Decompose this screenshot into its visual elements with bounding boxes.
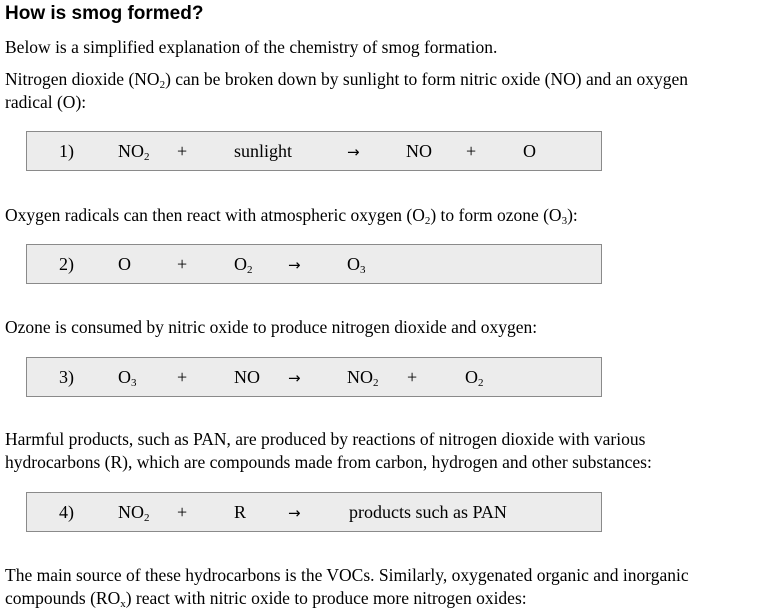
paragraph-3: Ozone is consumed by nitric oxide to produce nitrogen dioxide and oxygen: <box>5 317 538 337</box>
plus-sign: + <box>177 254 188 274</box>
paragraph-5-line-1: The main source of these hydrocarbons is the VOCs. Similarly, oxygenated organic and inorganic <box>5 565 689 585</box>
product-2: O <box>523 141 536 161</box>
reactant-2: $O_2$ <box>234 254 253 276</box>
paragraph-4-line-2: hydrocarbons (R), which are compounds made from carbon, hydrogen and other substances: <box>5 452 652 472</box>
plus-sign: + <box>177 141 188 161</box>
product-1: $NO_2$ <box>347 367 379 389</box>
equation-number: 2) <box>59 254 74 274</box>
equation-4 <box>26 492 602 532</box>
paragraph-1 <box>5 68 688 114</box>
product-1: NO <box>406 141 432 161</box>
reactant-2: R <box>234 502 247 522</box>
intro-text: Below is a simplified explanation of the chemistry of smog formation. <box>5 37 498 57</box>
paragraph-5-line-2: compounds $(RO_x)$ react with nitric oxide to produce more nitrogen oxides: <box>5 588 527 610</box>
reactant-2: NO <box>234 367 260 387</box>
reactant-1: $NO_2$ <box>118 141 150 163</box>
equation-number: 1) <box>59 141 74 161</box>
paragraph-4-line-1: Harmful products, such as PAN, are produced by reactions of nitrogen dioxide with various <box>5 429 646 449</box>
product-1: products such as PAN <box>349 502 507 522</box>
paragraph-2: Oxygen radicals can then react with atmospheric oxygen $(O_2)$ to form ozone $(O_3)$: <box>5 205 578 227</box>
plus-sign: + <box>177 502 188 522</box>
reactant-2: sunlight <box>234 141 293 161</box>
paragraph-1-line-2: radical (O): <box>5 92 87 112</box>
arrow-icon: → <box>288 256 301 274</box>
equation-1 <box>26 131 602 171</box>
plus-sign: + <box>177 367 188 387</box>
equation-number: 4) <box>59 502 74 522</box>
arrow-icon: → <box>347 143 360 161</box>
equation-2 <box>26 244 602 284</box>
product-1: $O_3$ <box>347 254 366 276</box>
page-title: How is smog formed? <box>5 3 204 24</box>
equation-number: 3) <box>59 367 74 387</box>
equation-3 <box>26 357 602 397</box>
plus-sign: + <box>407 367 418 387</box>
reactant-1: $O_3$ <box>118 367 137 389</box>
plus-sign: + <box>466 141 477 161</box>
paragraph-5 <box>5 564 689 610</box>
paragraph-1-line-1: Nitrogen dioxide $(NO_2)$ can be broken down by sunlight to form nitric oxide (NO) and an oxygen <box>5 69 688 91</box>
product-2: $O_2$ <box>465 367 484 389</box>
reactant-1: O <box>118 254 131 274</box>
paragraph-4 <box>5 428 652 474</box>
reactant-1: $NO_2$ <box>118 502 150 524</box>
arrow-icon: → <box>288 369 301 387</box>
arrow-icon: → <box>288 504 301 522</box>
